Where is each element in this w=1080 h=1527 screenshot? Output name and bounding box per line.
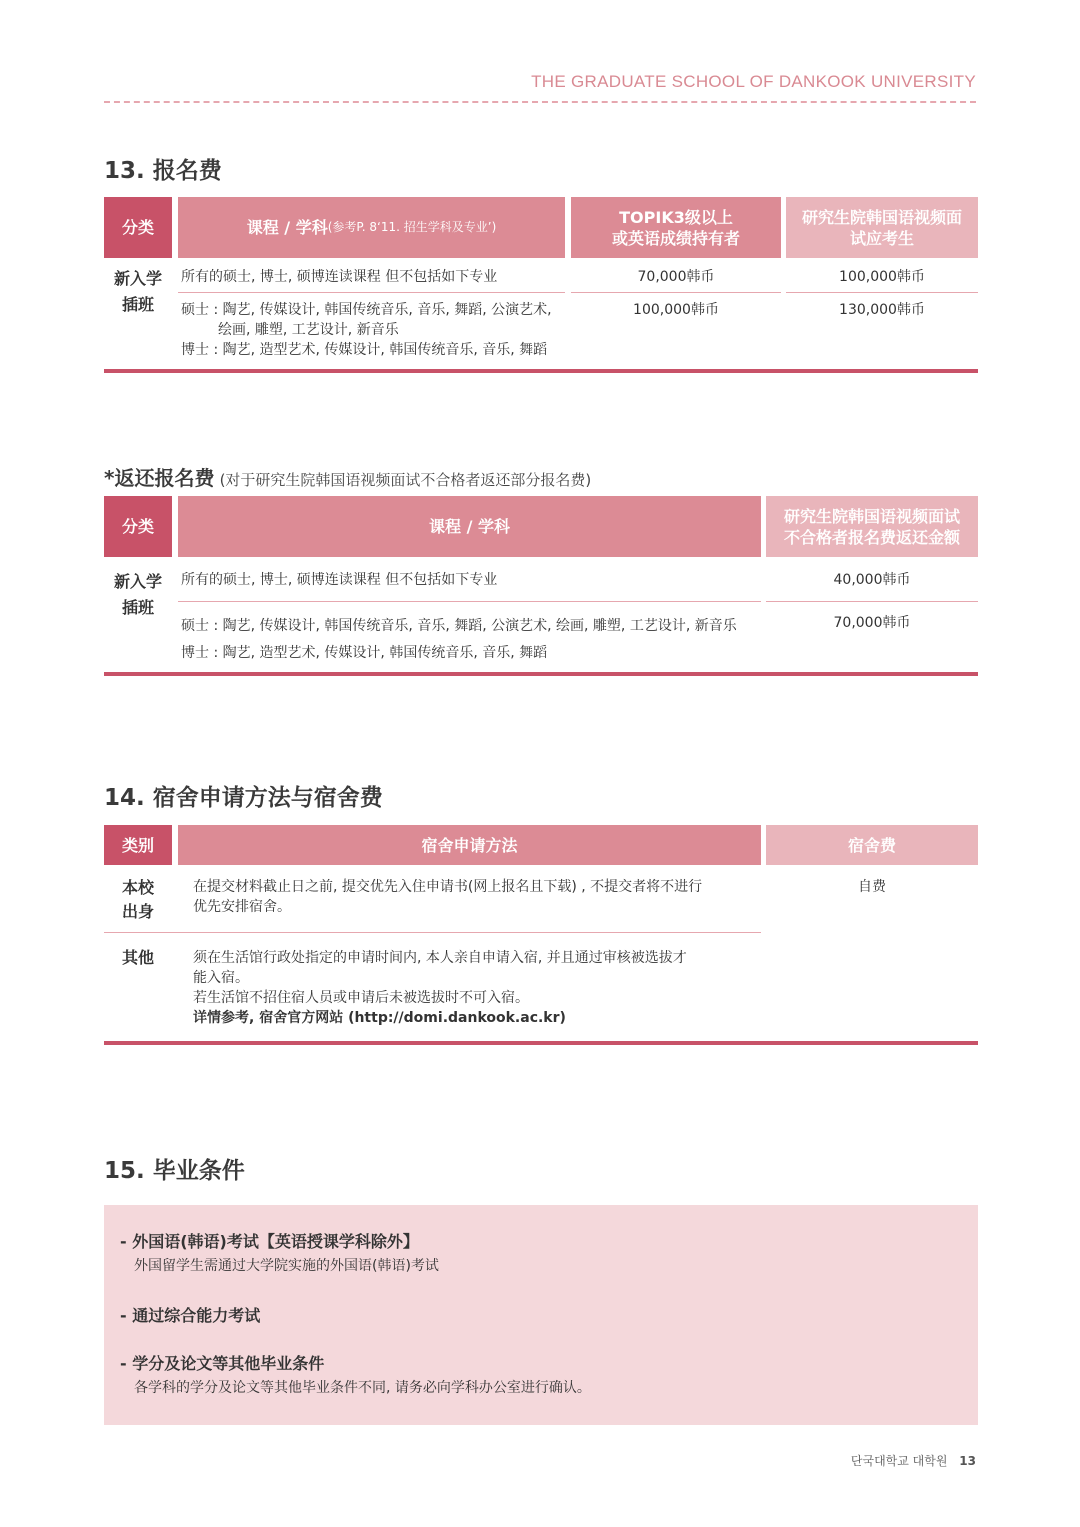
fee-header-video-line2: 试应考生: [849, 228, 914, 248]
fee-header-video: [786, 197, 978, 258]
fee-table-bottom-rule: [104, 369, 978, 373]
fee-category-line2: 插班: [121, 295, 154, 314]
fee-row-divider: [178, 292, 565, 293]
refund-category-line2: 插班: [121, 598, 154, 617]
dorm-row1-line2: 优先安排宿舍。: [193, 899, 291, 915]
dorm-row1-line1: 在提交材料截止日之前, 提交优先入住申请书(网上报名且下载) , 不提交者将不进行: [193, 879, 703, 895]
dorm-row1-type-line2: 出身: [121, 902, 154, 921]
refund-row-divider: [178, 601, 761, 602]
page-header-title: THE GRADUATE SCHOOL OF DANKOOK UNIVERSITY: [531, 72, 976, 91]
dorm-row2-line3: 若生活馆不招住宿人员或申请后未被选拔时不可入宿。: [193, 990, 529, 1006]
fee-header-course-label: 课程 / 学科: [246, 218, 328, 237]
refund-category: [104, 569, 172, 621]
fee-category-line1: 新入学: [113, 269, 162, 288]
fee-row2-desc: [181, 300, 552, 360]
refund-row2-desc: [181, 613, 737, 667]
refund-header-amount-line1: 研究生院韩国语视频面试: [783, 506, 960, 526]
refund-row2-line2: 博士 : 陶艺, 造型艺术, 传媒设计, 韩国传统音乐, 音乐, 舞蹈: [181, 645, 548, 661]
refund-table-bottom-rule: [104, 672, 978, 676]
section-13-title: 13. 报名费: [104, 158, 222, 184]
grad-item-3-heading: - 学分及论文等其他毕业条件: [120, 1354, 325, 1373]
refund-row-divider: [766, 601, 978, 602]
fee-header-course-note: (参考P. 8‘11. 招生学科及专业’): [327, 220, 497, 234]
fee-row2-topik: 100,000韩币: [633, 302, 719, 318]
fee-row1-video: 100,000韩币: [839, 269, 925, 285]
dorm-row1-type: [104, 876, 172, 924]
fee-header-topik-line2: 或英语成绩持有者: [611, 228, 740, 248]
grad-item-1-desc: 外国留学生需通过大学院实施的外国语(韩语)考试: [134, 1258, 439, 1274]
fee-row2-video: 130,000韩币: [839, 302, 925, 318]
dorm-row2-line2: 能入宿。: [193, 970, 249, 986]
refund-header-course: 课程 / 学科: [178, 496, 761, 557]
fee-row2-line2: 绘画, 雕塑, 工艺设计, 新音乐: [218, 322, 399, 338]
section-14-title: 14. 宿舍申请方法与宿舍费: [104, 785, 383, 811]
dorm-header-method: 宿舍申请方法: [178, 825, 761, 865]
grad-item-2-heading: - 通过综合能力考试: [120, 1306, 261, 1325]
refund-row1-amount: 40,000韩币: [833, 572, 911, 588]
section-15-title: 15. 毕业条件: [104, 1158, 245, 1184]
refund-category-line1: 新入学: [113, 572, 162, 591]
dorm-table-bottom-rule: [104, 1041, 978, 1045]
footer-label: 단국대학교 대학원: [850, 1454, 948, 1468]
dorm-header-fee: 宿舍费: [766, 825, 978, 865]
header-divider: [104, 101, 976, 103]
refund-header-amount-line2: 不合格者报名费返还金额: [783, 527, 960, 547]
page-footer: [851, 1452, 976, 1469]
dorm-row2-line1: 须在生活馆行政处指定的申请时间内, 本人亲自申请入宿, 并且通过审核被选拔才: [193, 950, 687, 966]
refund-title: *返还报名费: [104, 466, 215, 490]
page-number: 13: [959, 1454, 976, 1468]
dorm-row1-method: [193, 877, 702, 917]
dorm-row1-type-line1: 本校: [121, 878, 154, 897]
refund-header-amount: [766, 496, 978, 557]
fee-category: [104, 266, 172, 318]
dorm-row-divider: [104, 932, 761, 933]
refund-row1-desc: 所有的硕士, 博士, 硕博连读课程 但不包括如下专业: [181, 572, 498, 588]
dorm-fee-value: 自费: [858, 879, 886, 895]
dorm-website-link[interactable]: 详情参考, 宿舍官方网站 (http://domi.dankook.ac.kr): [193, 1010, 566, 1026]
fee-row-divider: [786, 292, 978, 293]
fee-row-divider: [571, 292, 781, 293]
fee-row1-topik: 70,000韩币: [637, 269, 715, 285]
refund-note: (对于研究生院韩国语视频面试不合格者返还部分报名费): [219, 471, 592, 489]
fee-header-video-line1: 研究生院韩国语视频面: [801, 207, 962, 227]
grad-item-3-desc: 各学科的学分及论文等其他毕业条件不同, 请务必向学科办公室进行确认。: [134, 1380, 591, 1396]
fee-row2-line3: 博士 : 陶艺, 造型艺术, 传媒设计, 韩国传统音乐, 音乐, 舞蹈: [181, 342, 548, 358]
refund-header-category: 分类: [104, 496, 172, 557]
fee-header-course: [178, 197, 565, 258]
fee-row2-line1: 硕士 : 陶艺, 传媒设计, 韩国传统音乐, 音乐, 舞蹈, 公演艺术,: [181, 302, 552, 318]
grad-item-1-heading: - 外国语(韩语)考试【英语授课学科除外】: [120, 1232, 419, 1251]
dorm-header-type: 类别: [104, 825, 172, 865]
dorm-row2-type: 其他: [121, 948, 154, 967]
fee-header-category: 分类: [104, 197, 172, 258]
dorm-row2-method: [193, 948, 687, 1028]
fee-header-topik-line1: TOPIK3级以上: [619, 207, 733, 227]
fee-row1-desc: 所有的硕士, 博士, 硕博连读课程 但不包括如下专业: [181, 269, 498, 285]
fee-header-topik: [571, 197, 781, 258]
refund-row2-line1: 硕士 : 陶艺, 传媒设计, 韩国传统音乐, 音乐, 舞蹈, 公演艺术, 绘画, 雕塑, 工艺设计, 新音乐: [181, 618, 737, 634]
refund-title-block: [104, 462, 591, 491]
refund-row2-amount: 70,000韩币: [833, 615, 911, 631]
